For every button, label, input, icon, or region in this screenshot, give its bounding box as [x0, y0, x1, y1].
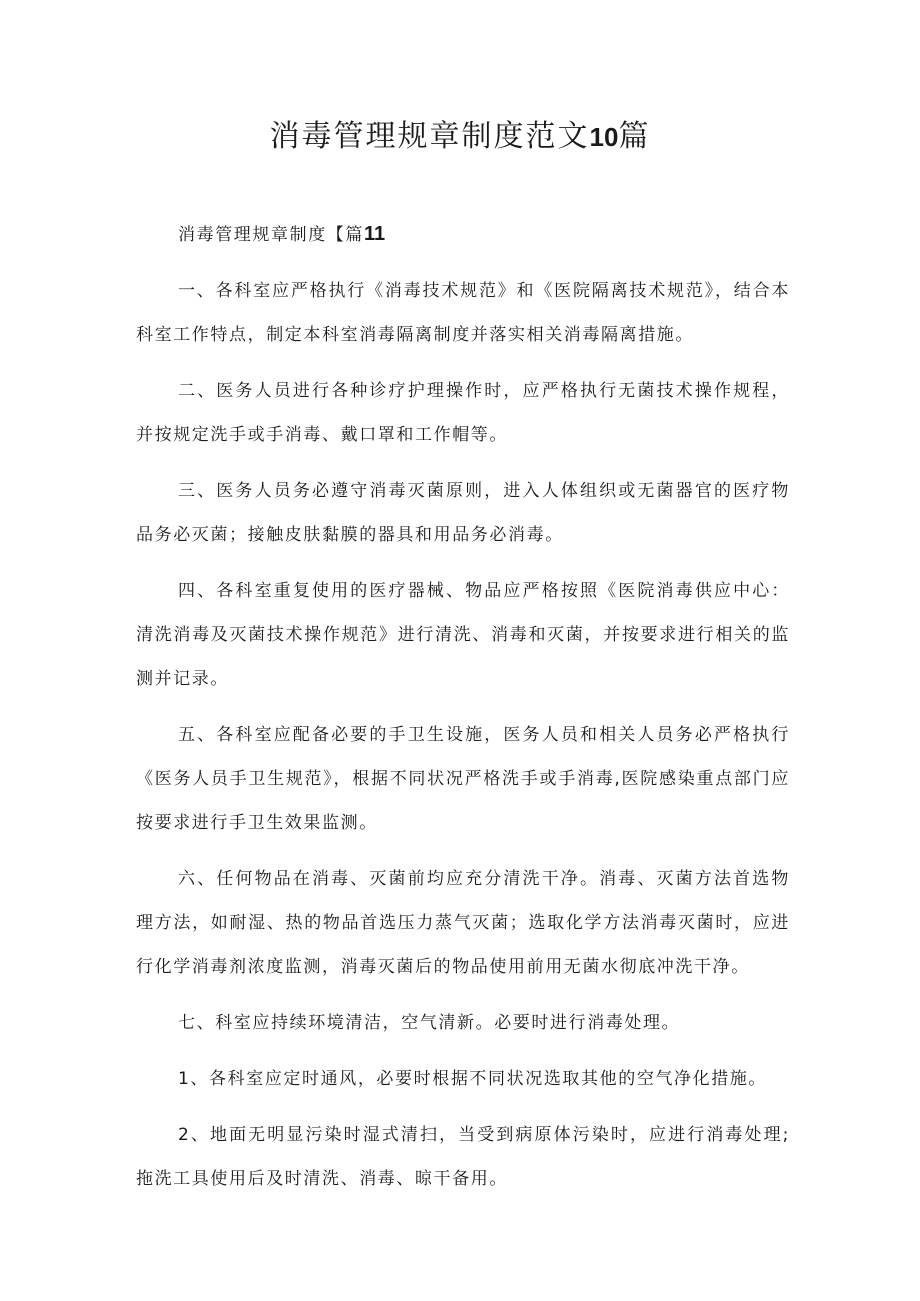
title-main-text: 消毒管理规章制度范文	[269, 119, 590, 154]
paragraph: 二、医务人员进行各种诊疗护理操作时，应严格执行无菌技术操作规程，并按规定洗手或手消毒、戴口罩和工作帽等。	[136, 381, 790, 445]
paragraph: 四、各科室重复使用的医疗器械、物品应严格按照《医院消毒供应中心：清洗消毒及灭菌技术操作规范》进行清洗、消毒和灭菌，并按要求进行相关的监测并记录。	[136, 581, 790, 689]
title-tail-text: 篇	[618, 119, 651, 154]
paragraph: 三、医务人员务必遵守消毒灭菌原则，进入人体组织或无菌器官的医疗物品务必灭菌；接触皮肤黏膜的器具和用品务必消毒。	[136, 481, 790, 545]
paragraph: 一、各科室应严格执行《消毒技术规范》和《医院隔离技术规范》，结合本科室工作特点，制定本科室消毒隔离制度并落实相关消毒隔离措施。	[136, 281, 790, 345]
paragraph: 六、任何物品在消毒、灭菌前均应充分清洗干净。消毒、灭菌方法首选物理方法，如耐湿、热的物品首选压力蒸气灭菌；选取化学方法消毒灭菌时，应进行化学消毒剂浓度监测，消毒灭菌后的物品使用前用无菌水彻底冲洗干净。	[136, 869, 790, 977]
section-heading-text: 消毒管理规章制度【篇	[178, 225, 364, 245]
paragraph: 2、地面无明显污染时湿式清扫，当受到病原体污染时，应进行消毒处理;拖洗工具使用后及时清洗、消毒、晾干备用。	[136, 1125, 790, 1189]
title-number: 10	[589, 122, 619, 152]
section-heading-number: 11	[364, 223, 386, 245]
paragraph: 五、各科室应配备必要的手卫生设施，医务人员和相关人员务必严格执行《医务人员手卫生规范》，根据不同状况严格洗手或手消毒,医院感染重点部门应按要求进行手卫生效果监测。	[136, 725, 790, 833]
document-title	[0, 113, 920, 161]
paragraph: 1、各科室应定时通风，必要时根据不同状况选取其他的空气净化措施。	[178, 1069, 768, 1089]
section-heading	[136, 212, 790, 257]
paragraph: 七、科室应持续环境清洁，空气清新。必要时进行消毒处理。	[178, 1013, 681, 1033]
document-body	[136, 212, 790, 1201]
